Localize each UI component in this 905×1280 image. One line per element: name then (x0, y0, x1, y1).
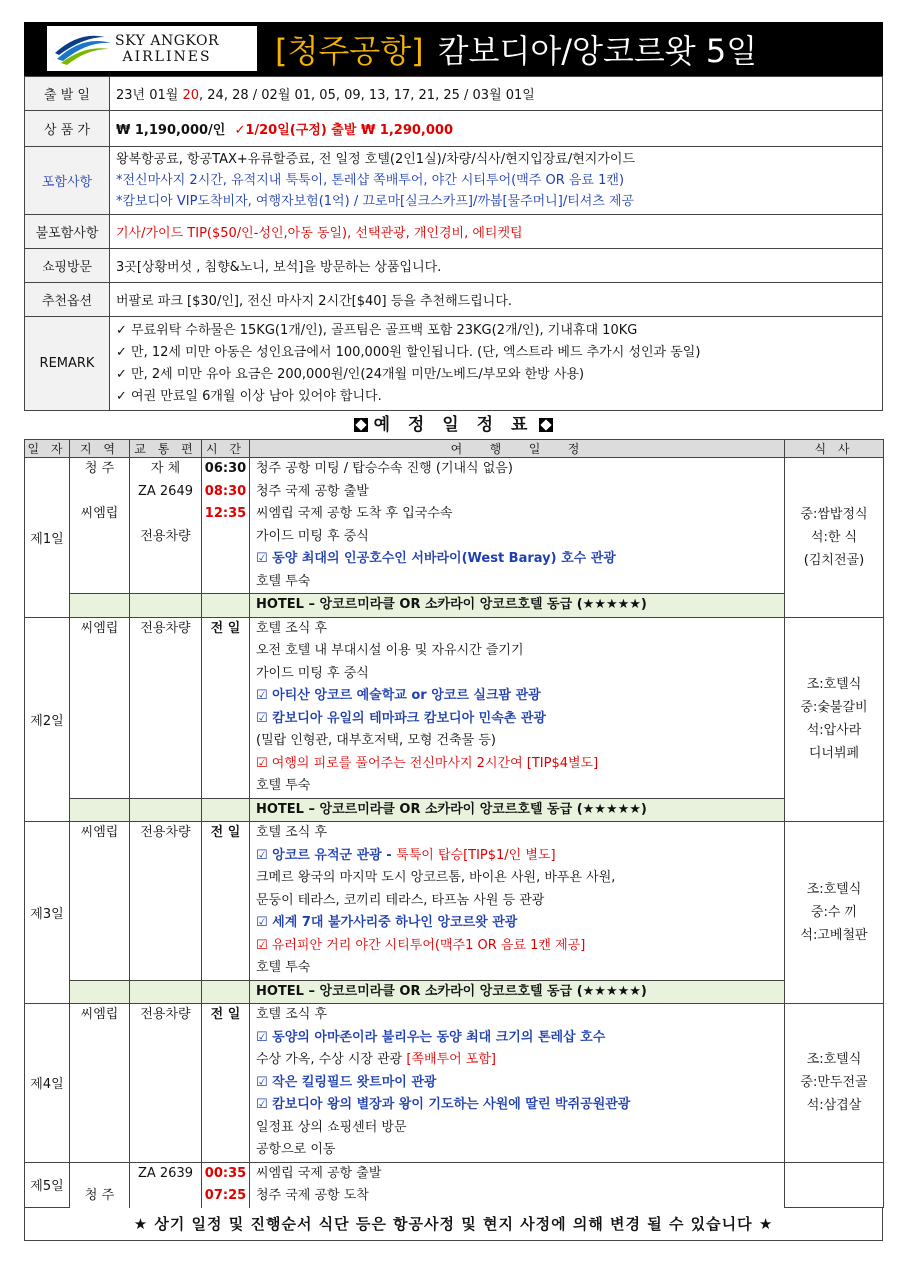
excludes-text: 기사/가이드 TIP($50/인-성인,아동 동일), 선택관광, 개인경비, 에티켓팁 (110, 215, 883, 249)
transport: 전용차량 (140, 825, 191, 840)
time (202, 1139, 249, 1162)
day-label: 제4일 (25, 1004, 70, 1163)
col-meals: 식 사 (785, 440, 884, 458)
itinerary-line: ☑ 동양의 아마존이라 불리우는 동양 최대 크기의 톤레삽 호수 (256, 1029, 606, 1045)
transport: ZA 2639 (137, 1165, 193, 1181)
transport: 전용차량 (140, 1007, 191, 1022)
includes-line3: *캄보디아 VIP도착비자, 여행자보험(1억) / 끄로마[실크스카프]/까붑[물주머니]/티셔츠 제공 (116, 194, 635, 209)
time (202, 912, 249, 935)
price-value (110, 111, 883, 147)
meal-item: 석:고베철판 (800, 928, 868, 943)
itinerary-line: 씨엠립 국제 공항 출발 (256, 1165, 382, 1181)
schedule-header-row (25, 440, 884, 458)
logo-line1: SKY ANGKOR (115, 32, 220, 49)
region (70, 1094, 129, 1117)
remark-line: ✓ 무료위탁 수하물은 15KG(1개/인), 골프팀은 골프백 포함 23KG(2개/인), 기내휴대 10KG (116, 322, 638, 338)
remark-label: REMARK (25, 317, 110, 411)
col-region: 지 역 (70, 440, 130, 458)
time: 06:30 (204, 461, 247, 476)
time-cell (202, 458, 250, 618)
transport (130, 640, 201, 663)
itinerary-line (250, 1049, 784, 1072)
remark-text (110, 317, 883, 411)
col-transport: 교 통 편 (130, 440, 202, 458)
includes-label: 포함사항 (25, 147, 110, 215)
transport (130, 1094, 201, 1117)
transport (130, 775, 201, 798)
meal-item: 석:한 식 (810, 529, 858, 545)
time-cell (202, 822, 250, 1004)
region (70, 1027, 129, 1050)
time: 전 일 (210, 1007, 241, 1022)
meal-item: 중:만두전골 (800, 1075, 868, 1091)
region (70, 685, 129, 708)
time (202, 867, 249, 890)
meal-item: 조:호텔식 (806, 882, 862, 897)
transport (130, 1185, 201, 1208)
time (202, 1027, 249, 1050)
itinerary-line: HOTEL – 앙코르미라클 OR 소카라이 앙코르호텔 동급 (★★★★★) (250, 980, 784, 1004)
schedule-day-row (25, 1004, 884, 1163)
region (70, 640, 129, 663)
transport-cell (130, 1004, 202, 1163)
logo-line2: AIRLINES (122, 48, 212, 65)
region (70, 548, 129, 571)
region (70, 798, 129, 822)
price-row (25, 111, 883, 147)
transport (130, 708, 201, 731)
time: 00:35 (204, 1165, 247, 1181)
region (70, 593, 129, 617)
region: 청 주 (84, 1188, 115, 1203)
departure-row (25, 77, 883, 111)
product-info-table (24, 76, 883, 411)
diamond-box-icon (354, 418, 368, 432)
schedule-day-row (25, 458, 884, 618)
region-cell (70, 617, 130, 822)
time (202, 845, 249, 868)
time (202, 1117, 249, 1140)
departure-prefix: 23년 01월 (116, 88, 183, 103)
itinerary-text-part: ☑ 앙코르 유적군 관광 - (256, 847, 397, 863)
time (202, 640, 249, 663)
region: 청 주 (84, 461, 115, 476)
col-itinerary: 여 행 일 정 (250, 440, 785, 458)
day-label: 제5일 (25, 1162, 70, 1208)
transport-cell (130, 458, 202, 618)
region (70, 845, 129, 868)
transport-cell (130, 822, 202, 1004)
itinerary-line: ☑ 여행의 피로를 풀어주는 전신마사지 2시간여 [TIP$4별도] (256, 755, 599, 771)
region: 씨엠립 (80, 825, 119, 840)
transport (130, 593, 201, 617)
meal-item: 조:호텔식 (806, 1052, 862, 1068)
schedule-day-row (25, 822, 884, 1004)
transport: 전용차량 (140, 620, 191, 636)
time (202, 980, 249, 1004)
transport (130, 867, 201, 890)
region (70, 526, 129, 549)
remark-line: ✓ 만, 12세 미만 아동은 성인요금에서 100,000원 할인됩니다. (단, 엑스트라 베드 추가시 성인과 동일) (116, 344, 701, 360)
itinerary-text-part: [쪽배투어 포함] (406, 1052, 496, 1067)
region (70, 730, 129, 753)
region-cell (70, 1162, 130, 1208)
transport (130, 845, 201, 868)
departure-highlight: 20 (182, 88, 200, 103)
region (70, 1072, 129, 1095)
meal-item: 중:쌈밥정식 (800, 506, 868, 522)
tour-brochure (24, 22, 883, 1241)
includes-line1: 왕복항공료, 항공TAX+유류할증료, 전 일정 호텔(2인1실)/차량/식사/현지입장료/현지가이드 (116, 152, 636, 167)
time: 12:35 (204, 506, 247, 521)
time (202, 663, 249, 686)
itinerary-line: 씨엠립 국제 공항 도착 후 입국수속 (256, 506, 453, 521)
time: 07:25 (204, 1188, 247, 1203)
region (70, 571, 129, 594)
itinerary-line-cell (250, 617, 785, 822)
price-base: ₩ 1,190,000/인 (116, 123, 226, 138)
region: 씨엠립 (80, 506, 119, 521)
meals-cell (785, 822, 884, 1004)
region-cell (70, 458, 130, 618)
itinerary-text-part: 수상 가옥, 수상 시장 관광 (256, 1052, 407, 1067)
transport (130, 957, 201, 980)
includes-row (25, 147, 883, 215)
options-row (25, 283, 883, 317)
itinerary-line: 호텔 투숙 (256, 960, 311, 975)
transport: 전용차량 (140, 528, 191, 544)
itinerary-line: 크메르 왕국의 마지막 도시 앙코르톰, 바이욘 사원, 바푸욘 사원, (256, 870, 616, 885)
itinerary-line: 일정표 상의 쇼핑센터 방문 (256, 1119, 407, 1135)
itinerary-line (250, 845, 784, 868)
time (202, 798, 249, 822)
remark-line: ✓ 여권 만료일 6개월 이상 남아 있어야 합니다. (116, 388, 382, 404)
title-trip: 캄보디아/앙코르왓 5일 (437, 32, 758, 70)
region (70, 1163, 129, 1186)
shopping-text: 3곳[상황버섯 , 침향&노니, 보석]을 방문하는 상품입니다. (110, 249, 883, 283)
schedule-title (24, 411, 883, 439)
region (70, 1117, 129, 1140)
time: 전 일 (210, 825, 241, 840)
shopping-row (25, 249, 883, 283)
remark-row (25, 317, 883, 411)
transport (130, 1027, 201, 1050)
swoosh-icon (53, 29, 113, 69)
meal-item: 석:삼겹살 (806, 1098, 862, 1114)
transport: 자 체 (150, 461, 181, 476)
meal-item: 디너뷔페 (808, 746, 860, 762)
departure-label: 출 발 일 (25, 77, 110, 111)
meal-item: 중:숯불갈비 (800, 700, 868, 716)
meals-cell (785, 1162, 884, 1208)
meals-cell (785, 1004, 884, 1163)
itinerary-line-cell (250, 1004, 785, 1163)
itinerary-line: ☑ 작은 킬링필드 왓트마이 관광 (256, 1074, 437, 1090)
includes-text (110, 147, 883, 215)
region (70, 663, 129, 686)
time (202, 935, 249, 958)
itinerary-line: ☑ 캄보디아 왕의 별장과 왕이 기도하는 사원에 딸린 박쥐공원관광 (256, 1097, 631, 1112)
transport-cell (130, 1162, 202, 1208)
schedule-day-row (25, 617, 884, 822)
time (202, 526, 249, 549)
time (202, 548, 249, 571)
itinerary-line: 문둥이 테라스, 코끼리 테라스, 타프놈 사원 등 관광 (256, 892, 545, 908)
meals-cell (785, 617, 884, 822)
transport (130, 663, 201, 686)
transport (130, 571, 201, 594)
excludes-label: 불포함사항 (25, 215, 110, 249)
transport (130, 685, 201, 708)
options-label: 추천옵션 (25, 283, 110, 317)
time (202, 708, 249, 731)
time (202, 753, 249, 776)
time (202, 730, 249, 753)
itinerary-line: 청주 공항 미팅 / 탑승수속 진행 (기내식 없음) (256, 461, 513, 476)
time-cell (202, 1004, 250, 1163)
itinerary-line: ☑ 세계 7대 불가사리중 하나인 앙코르왓 관광 (256, 915, 518, 930)
includes-line2: *전신마사지 2시간, 유적지내 툭툭이, 톤레샵 쪽배투어, 야간 시티투어(맥주 OR 음료 1캔) (116, 173, 625, 188)
transport (130, 503, 201, 526)
col-day: 일 자 (25, 440, 70, 458)
itinerary-line: (밀랍 인형관, 대부호저택, 모형 건축물 등) (256, 733, 496, 748)
schedule-day-row (25, 1162, 884, 1208)
itinerary-line-cell (250, 458, 785, 618)
time: 전 일 (210, 620, 241, 636)
region-cell (70, 1004, 130, 1163)
region: 씨엠립 (80, 620, 119, 636)
itinerary-line: 호텔 투숙 (256, 778, 311, 793)
region (70, 980, 129, 1004)
transport (130, 798, 201, 822)
transport (130, 980, 201, 1004)
region (70, 481, 129, 504)
day-label: 제3일 (25, 822, 70, 1004)
region (70, 708, 129, 731)
notice-footer: ★ 상기 일정 및 진행순서 식단 등은 항공사정 및 현지 사정에 의해 변경 될 수 있습니다 ★ (24, 1208, 883, 1241)
departure-dates (110, 77, 883, 111)
airline-logo (47, 26, 257, 71)
price-label: 상 품 가 (25, 111, 110, 147)
transport (130, 1139, 201, 1162)
region (70, 1049, 129, 1072)
title-airport: [청주공항] (275, 32, 424, 70)
transport (130, 548, 201, 571)
itinerary-line: 청주 국제 공항 출발 (256, 483, 369, 499)
page-title (275, 27, 757, 71)
time (202, 1049, 249, 1072)
price-special: ✓1/20일(구정) 출발 ₩ 1,290,000 (234, 123, 453, 138)
region (70, 912, 129, 935)
transport: ZA 2649 (137, 483, 193, 499)
remark-line: ✓ 만, 2세 미만 유아 요금은 200,000원/인(24개월 미만/노베드/부모와 한방 사용) (116, 366, 585, 382)
meal-item: 조:호텔식 (806, 677, 862, 693)
meal-item: 석:압사라 (806, 723, 862, 739)
itinerary-text-part: 툭툭이 탑승[TIP$1/인 별도] (396, 847, 556, 863)
region (70, 867, 129, 890)
time-cell (202, 1162, 250, 1208)
itinerary-line: ☑ 아티산 앙코르 예술학교 or 앙코르 실크팜 관광 (256, 688, 541, 703)
brochure-header (24, 22, 883, 76)
itinerary-line: HOTEL – 앙코르미라클 OR 소카라이 앙코르호텔 동급 (★★★★★) (250, 798, 784, 822)
meals-cell (785, 458, 884, 618)
itinerary-line: 호텔 조식 후 (256, 620, 328, 636)
itinerary-line: HOTEL – 앙코르미라클 OR 소카라이 앙코르호텔 동급 (★★★★★) (250, 593, 784, 617)
itinerary-line-cell (250, 822, 785, 1004)
schedule-title-text: 예 정 일 정 표 (373, 415, 534, 435)
itinerary-line: 가이드 미팅 후 중식 (256, 665, 369, 681)
region (70, 935, 129, 958)
col-time: 시 간 (202, 440, 250, 458)
time (202, 775, 249, 798)
options-text: 버팔로 파크 [$30/인], 전신 마사지 2시간[$40] 등을 추천해드립니다. (110, 283, 883, 317)
transport (130, 890, 201, 913)
meal-item: 중:수 끼 (810, 905, 858, 920)
itinerary-line: 공항으로 이동 (256, 1142, 336, 1157)
transport-cell (130, 617, 202, 822)
time (202, 890, 249, 913)
transport (130, 1117, 201, 1140)
time-cell (202, 617, 250, 822)
day-label: 제1일 (25, 458, 70, 618)
itinerary-line: 호텔 조식 후 (256, 825, 328, 840)
region (70, 890, 129, 913)
schedule-table (24, 439, 884, 1208)
transport (130, 912, 201, 935)
itinerary-line: ☑ 동양 최대의 인공호수인 서바라이(West Baray) 호수 관광 (256, 551, 616, 566)
itinerary-line: 호텔 투숙 (256, 573, 311, 589)
region: 씨엠립 (80, 1007, 119, 1022)
itinerary-line: 오전 호텔 내 부대시설 이용 및 자유시간 즐기기 (256, 643, 524, 658)
region (70, 957, 129, 980)
itinerary-line-cell (250, 1162, 785, 1208)
transport (130, 730, 201, 753)
departure-rest: , 24, 28 / 02월 01, 05, 09, 13, 17, 21, 25 / 03월 01일 (199, 88, 535, 103)
time (202, 957, 249, 980)
transport (130, 753, 201, 776)
time (202, 571, 249, 594)
region (70, 775, 129, 798)
time (202, 1072, 249, 1095)
shopping-label: 쇼핑방문 (25, 249, 110, 283)
excludes-row (25, 215, 883, 249)
transport (130, 935, 201, 958)
diamond-box-icon (539, 418, 553, 432)
meal-item: (김치전골) (803, 552, 865, 568)
itinerary-line: ☑ 유러피안 거리 야간 시티투어(맥주1 OR 음료 1캔 제공] (256, 937, 586, 953)
time (202, 1094, 249, 1117)
region (70, 753, 129, 776)
itinerary-line: 가이드 미팅 후 중식 (256, 528, 369, 544)
time (202, 593, 249, 617)
time (202, 685, 249, 708)
region-cell (70, 822, 130, 1004)
day-label: 제2일 (25, 617, 70, 822)
itinerary-line: 호텔 조식 후 (256, 1007, 328, 1022)
region (70, 1139, 129, 1162)
time: 08:30 (204, 483, 247, 499)
transport (130, 1072, 201, 1095)
itinerary-line: 청주 국제 공항 도착 (256, 1188, 369, 1203)
itinerary-line: ☑ 캄보디아 유일의 테마파크 캄보디아 민속촌 관광 (256, 710, 546, 726)
transport (130, 1049, 201, 1072)
